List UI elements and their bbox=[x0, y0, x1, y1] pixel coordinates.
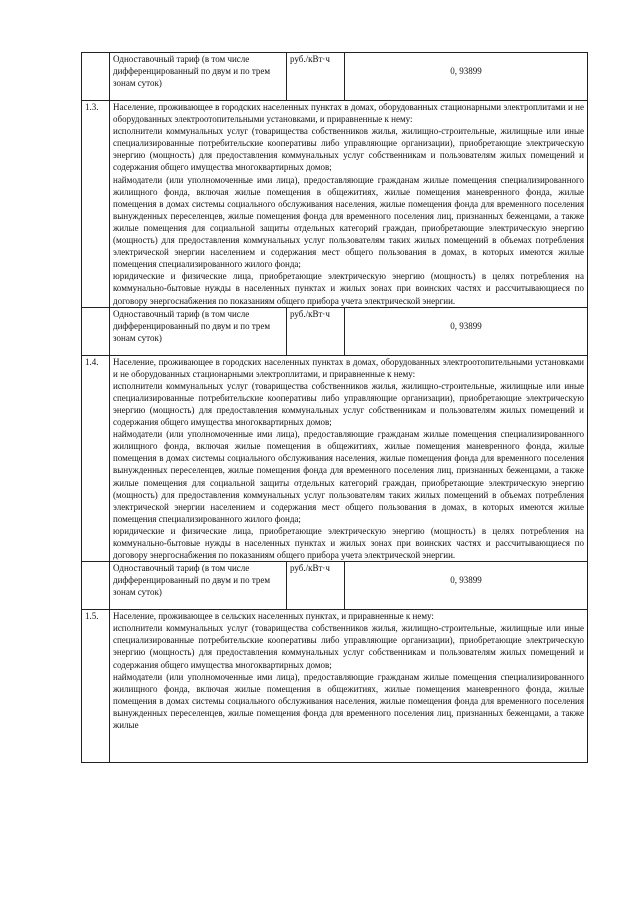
section-paragraph: исполнители коммунальных услуг (товарищества собственников жилья, жилищно-строительные, жилищные или иные специализированные потребительские кооперативы либо управляющие организации), приобретающие электрическую энергию (мощность) для предоставления коммунальных услуг собственникам и пользователям жилых помещений и содержания общего имущества многоквартирных домов; bbox=[113, 126, 584, 173]
section-title: Население, проживающее в городских населенных пунктах в домах, оборудованных стационарными электроплитами и не оборудованных электроотопительными установками, и приравненные к нему: bbox=[113, 102, 584, 125]
row-number: 1.4. bbox=[82, 355, 110, 562]
section-row-1-4 bbox=[82, 355, 588, 562]
section-paragraph: исполнители коммунальных услуг (товарищества собственников жилья, жилищно-строительные, жилищные или иные специализированные потребительские кооперативы либо управляющие организации), приобретающие электрическую энергию (мощность) для предоставления коммунальных услуг собственникам и пользователям жилых помещений и содержания общего имущества многоквартирных домов; bbox=[113, 380, 584, 428]
section-paragraph: юридические и физические лица, приобретающие электрическую энергию (мощность) в целях потребления на коммунально-бытовые нужды в населенных пунктах и жилых зонах при воинских частях и рассчитывающиеся по договору энергоснабжения по показаниям общего прибора учета электрической энергии. bbox=[113, 525, 584, 561]
row-number-cell bbox=[82, 307, 110, 355]
section-description bbox=[110, 355, 588, 562]
section-paragraph: исполнители коммунальных услуг (товарищества собственников жилья, жилищно-строительные, жилищные или иные специализированные потребительские кооперативы либо управляющие организации), приобретающие электрическую энергию (мощность) для предоставления коммунальных услуг собственникам и пользователям жилых помещений и содержания общего имущества многоквартирных домов; bbox=[113, 623, 584, 670]
value-cell: 0, 93899 bbox=[345, 53, 588, 101]
value-cell: 0, 93899 bbox=[345, 307, 588, 355]
value-cell: 0, 93899 bbox=[345, 562, 588, 610]
unit-cell: руб./кВт·ч bbox=[287, 53, 345, 101]
section-title: Население, проживающее в городских населенных пунктах в домах, оборудованных электроотопительными установками и не оборудованных стационарными электроплитами, и приравненные к нему: bbox=[113, 356, 584, 379]
tariff-table bbox=[81, 52, 588, 763]
tariff-subrow bbox=[82, 307, 588, 355]
row-number: 1.3. bbox=[82, 101, 110, 308]
section-paragraph: наймодатели (или уполномоченные ими лица), предоставляющие гражданам жилые помещения специализированного жилищного фонда, включая жилые помещения в общежитиях, жилые помещения маневренного фонда, жилые помещения в домах системы социального обслуживания населения, жилые помещения фонда для временного поселения вынужденных переселенцев, жилые помещения фонда для временного поселения лиц, признанных беженцами, а также жилые помещения для социальной защиты отдельных категорий граждан, приобретающие электрическую энергию (мощность) для предоставления коммунальных услуг пользователям таких жилых помещений в объемах потребления электрической энергии населением и содержания мест общего пользования в домах, в которых имеются жилые помещения специализированного жилого фонда; bbox=[113, 429, 584, 524]
row-number: 1.5. bbox=[82, 610, 110, 763]
row-number-cell bbox=[82, 53, 110, 101]
tariff-name-cell: Одноставочный тариф (в том числе дифференцированный по двум и по трем зонам суток) bbox=[110, 562, 287, 610]
tariff-name-cell: Одноставочный тариф (в том числе дифференцированный по двум и по трем зонам суток) bbox=[110, 53, 287, 101]
tariff-name-cell: Одноставочный тариф (в том числе дифференцированный по двум и по трем зонам суток) bbox=[110, 307, 287, 355]
section-description bbox=[110, 610, 588, 763]
tariff-subrow bbox=[82, 53, 588, 101]
section-description bbox=[110, 101, 588, 308]
section-paragraph: юридические и физические лица, приобретающие электрическую энергию (мощность) в целях потребления на коммунально-бытовые нужды в населенных пунктах и жилых зонах при воинских частях и рассчитывающиеся по договору энергоснабжения по показаниям общего прибора учета электрической энергии. bbox=[113, 271, 584, 306]
tariff-subrow bbox=[82, 562, 588, 610]
section-row-1-5 bbox=[82, 610, 588, 763]
unit-cell: руб./кВт·ч bbox=[287, 562, 345, 610]
section-title: Население, проживающее в сельских населенных пунктах, и приравненные к нему: bbox=[113, 611, 434, 622]
row-number-cell bbox=[82, 562, 110, 610]
section-paragraph: наймодатели (или уполномоченные ими лица), предоставляющие гражданам жилые помещения специализированного жилищного фонда, включая жилые помещения в общежитиях, жилые помещения маневренного фонда, жилые помещения в домах системы социального обслуживания населения, жилые помещения фонда для временного поселения вынужденных переселенцев, жилые помещения фонда для временного поселения лиц, признанных беженцами, а также жилые помещения для социальной защиты отдельных категорий граждан, приобретающие электрическую энергию (мощность) для предоставления коммунальных услуг пользователям таких жилых помещений в объемах потребления электрической энергии населением и содержания мест общего пользования в домах, в которых имеются жилые помещения специализированного жилого фонда; bbox=[113, 174, 584, 270]
unit-cell: руб./кВт·ч bbox=[287, 307, 345, 355]
section-row-1-3 bbox=[82, 101, 588, 308]
section-paragraph: наймодатели (или уполномоченные ими лица), предоставляющие гражданам жилые помещения специализированного жилищного фонда, включая жилые помещения в общежитиях, жилые помещения маневренного фонда, жилые помещения в домах системы социального обслуживания населения, жилые помещения фонда для временного поселения вынужденных переселенцев, жилые помещения фонда для временного поселения лиц, признанных беженцами, а также жилые bbox=[113, 671, 584, 731]
